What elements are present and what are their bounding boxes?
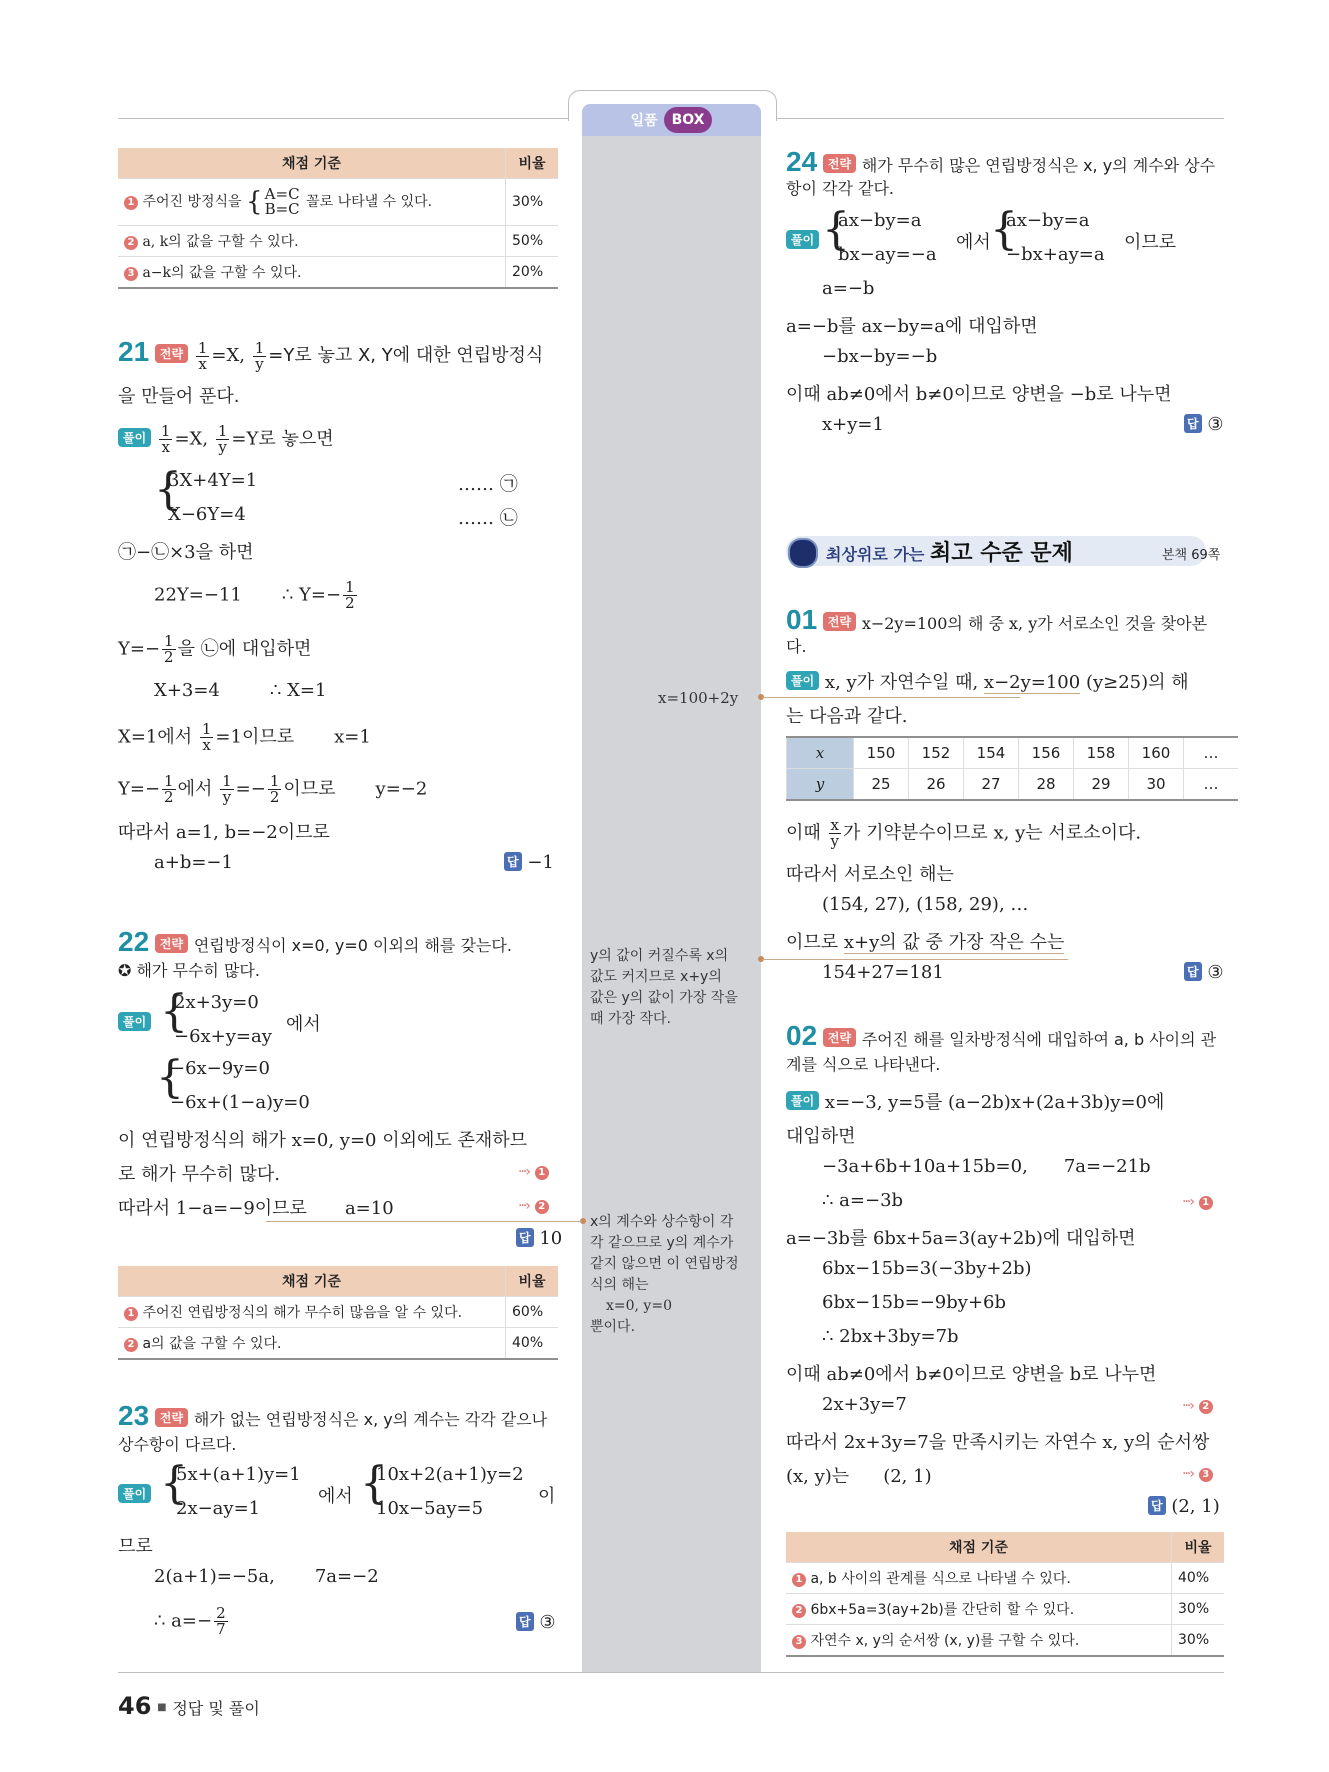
frac-num: 1: [197, 338, 208, 357]
p01-line-1: [786, 668, 1189, 694]
q24-line-5: x+y=1: [822, 414, 884, 435]
q23-mid: 에서: [318, 1486, 353, 1507]
row-text: a의 값을 구할 수 있다.: [142, 1336, 282, 1352]
text: 2(a+1)=−5a,: [154, 1566, 275, 1587]
row-text-post: 꼴로 나타낼 수 있다.: [306, 194, 433, 210]
text: 해가 무수히 많은 연립방정식은 x, y의 계수와 상수: [861, 156, 1216, 175]
q21-eq2: [168, 504, 246, 525]
q21-line-4: [118, 634, 311, 665]
answer: 10: [539, 1228, 563, 1249]
text: a=10: [344, 1198, 394, 1219]
table-cell: 25: [854, 769, 909, 801]
text: 주어진 해를 일차방정식에 대입하여 a, b 사이의 관: [861, 1030, 1217, 1049]
step-marker: 2: [1199, 1400, 1213, 1414]
text: 해가 무수히 많다.: [136, 961, 260, 980]
q21-eq1: [168, 470, 257, 491]
ratio-cell: 30%: [506, 179, 559, 226]
ratio-header: 비율: [506, 1266, 559, 1297]
text: 연립방정식이 x=0, y=0 이외의 해를 갖는다.: [193, 936, 512, 955]
p02-line-4: ∴ a=−3b: [822, 1190, 904, 1211]
step-marker: 2: [124, 236, 138, 250]
q24-sol-tag-wrap: [786, 230, 819, 252]
frac-den: y: [255, 354, 264, 373]
table-cell: 158: [1074, 737, 1129, 769]
q22-e4: −6x+(1−a)y=0: [170, 1092, 310, 1113]
table-cell: 160: [1129, 737, 1184, 769]
note-line: y의 값이 커질수록 x의: [590, 948, 729, 964]
table-row: [786, 1625, 1224, 1657]
q23-answer: [516, 1612, 555, 1633]
p01-line-4: 따라서 서로소인 해는: [786, 864, 954, 885]
table-row: [118, 257, 558, 289]
question-number: 02: [786, 1020, 818, 1051]
p02-line-7: 6bx−15b=−9by+6b: [822, 1292, 1006, 1313]
score-table-1: [118, 148, 558, 289]
text: 7a=−2: [314, 1566, 379, 1587]
criteria-header: 채점 기준: [118, 148, 506, 179]
q21-line-3: [154, 580, 359, 611]
p02-line-6: 6bx−15b=3(−3by+2b): [822, 1258, 1032, 1279]
q22-e1b: 에서: [286, 1014, 321, 1035]
p01-line-5: (154, 27), (158, 29), …: [822, 894, 1029, 915]
q22-answer: [516, 1228, 562, 1249]
text: ∴ Y=−: [281, 584, 342, 606]
ratio-cell: 20%: [506, 257, 559, 289]
frac-num: 1: [164, 772, 174, 790]
text: 이므로: [786, 932, 839, 953]
table-cell: 26: [909, 769, 964, 801]
q22-sol-tag-wrap: [118, 1012, 151, 1034]
underlined-text: x−2y=100: [983, 672, 1081, 693]
q21-line-7: [118, 774, 427, 805]
note-line: x=0, y=0: [606, 1298, 672, 1314]
table-row: 1 주어진 방정식을 { A=C B=C 꼴로 나타낼 수 있다. 30%: [118, 179, 558, 226]
ratio-cell: 30%: [1172, 1625, 1225, 1657]
answer: ③: [539, 1612, 556, 1633]
table-cell: 27: [964, 769, 1019, 801]
answer-tag: 답: [516, 1228, 534, 1247]
table-row: [118, 1297, 558, 1328]
q22-strategy: [118, 926, 512, 958]
connector-line: [266, 1221, 582, 1222]
frac-den: 2: [269, 788, 280, 806]
p02-line-5: a=−3b를 6bx+5a=3(ay+2b)에 대입하면: [786, 1228, 1136, 1249]
step-marker: 1: [124, 1307, 138, 1321]
text: X+3=4: [154, 680, 220, 701]
note-line: 때 가장 작다.: [590, 1011, 671, 1027]
text: 가 기약분수이므로 x, y는 서로소이다.: [842, 822, 1142, 844]
q23-e3: 10x+2(a+1)y=2: [376, 1464, 524, 1485]
q22-step-1: ···› 1: [518, 1160, 549, 1181]
brace-bottom: B=C: [264, 200, 300, 218]
strategy-tag: 전략: [823, 1028, 856, 1047]
p02-answer: [1148, 1496, 1220, 1517]
p01-line-6: [786, 928, 1064, 954]
q24-e2: bx−ay=−a: [838, 244, 937, 265]
q24-line-3: −bx−by=−b: [822, 346, 938, 367]
frac-num: 1: [269, 772, 280, 790]
frac-num: 1: [164, 632, 174, 650]
table-cell: 29: [1074, 769, 1129, 801]
footer-section: 정답 및 풀이: [172, 1699, 260, 1718]
p02-line-9: 이때 ab≠0에서 b≠0이므로 양변을 b로 나누면: [786, 1364, 1157, 1385]
solution-tag: 풀이: [786, 230, 819, 249]
text: ∴ a=−: [154, 1610, 213, 1632]
section-header: [786, 532, 1222, 570]
brace: {: [160, 1458, 188, 1509]
row-text: a−k의 값을 구할 수 있다.: [142, 265, 302, 281]
question-number: 22: [118, 926, 150, 957]
score-table-2: [118, 1266, 558, 1360]
p01-strategy: [786, 604, 1207, 636]
answer-tag: 답: [504, 852, 522, 871]
text: 따라서 1−a=−9이므로: [118, 1198, 307, 1219]
answer-tag: 답: [1184, 962, 1202, 981]
text: Y=−: [118, 638, 161, 660]
table-cell: 156: [1019, 737, 1074, 769]
brace-top: A=C: [264, 185, 300, 203]
brace: {: [822, 204, 850, 255]
q24-line-2: a=−b를 ax−by=a에 대입하면: [786, 316, 1038, 337]
frac-den: 2: [164, 788, 174, 806]
frac-num: 1: [222, 772, 232, 790]
frac-den: 2: [164, 648, 174, 666]
p02-strategy-2: 계를 식으로 나타낸다.: [786, 1055, 941, 1074]
text: =X,: [211, 345, 245, 366]
table-cell: 150: [854, 737, 909, 769]
text: (x, y)는: [786, 1466, 850, 1487]
q22-step-2: ···› 2: [518, 1194, 549, 1215]
bottom-rule: [118, 1672, 1224, 1673]
q21-line-2: ㉠−㉡×3을 하면: [118, 542, 254, 563]
text: =Y로 놓고 X, Y에 대한 연립방정식: [268, 345, 544, 366]
step-marker: 3: [124, 267, 138, 281]
box-badge: BOX: [664, 107, 713, 133]
connector-line: [762, 959, 1068, 960]
q21-sol-line-1: 풀이 $\frac{1}{x}$ =X, $\frac{1}{y}$ =Y로 놓으면: [118, 424, 334, 455]
text: ∴ X=1: [269, 680, 327, 701]
step-marker: 2: [124, 1338, 138, 1352]
text: =1이므로: [215, 726, 295, 748]
q23-strategy-2: 상수항이 다르다.: [118, 1435, 237, 1454]
brace: {: [160, 986, 188, 1037]
frac-num: 1: [345, 578, 355, 596]
table-cell: …: [1184, 737, 1239, 769]
q23-line-1: 므로: [118, 1536, 153, 1557]
frac-num: 1: [254, 338, 265, 357]
page-number: 46: [118, 1692, 152, 1720]
p01-line-3: [786, 818, 1141, 849]
text: (2, 1): [883, 1466, 932, 1487]
answer: −1: [527, 852, 554, 873]
answer-tag: 답: [1148, 1496, 1166, 1515]
p02-step-1: ···› 1: [1182, 1190, 1213, 1211]
table-row: [118, 1328, 558, 1360]
q21-strategy: [118, 336, 543, 372]
section-title: [826, 536, 1073, 567]
question-number: 21: [118, 336, 150, 367]
q22-line-2: 로 해가 무수히 많다.: [118, 1164, 280, 1185]
p02-line-12: [786, 1462, 932, 1488]
text: 이때: [786, 822, 821, 844]
q23-post: 이: [538, 1486, 556, 1507]
step-marker: 2: [792, 1604, 806, 1618]
ratio-header: 비율: [1172, 1532, 1225, 1563]
connector-line: [762, 697, 1020, 698]
strategy-tag: 전략: [823, 154, 856, 173]
p02-line-3: [822, 1156, 1151, 1177]
solution-tag: 풀이: [118, 428, 151, 447]
p02-step-3: ···› 3: [1182, 1462, 1213, 1483]
side-note-2: [590, 946, 756, 1030]
q24-mid: 에서: [956, 232, 991, 253]
text: −3a+6b+10a+15b=0,: [822, 1156, 1028, 1177]
solution-tag: 풀이: [118, 1484, 151, 1503]
q22-strategy-2: [118, 958, 260, 981]
p02-line-8: ∴ 2bx+3by=7b: [822, 1326, 959, 1347]
underlined-text: x+y의 값 중 가장 작은 수는: [843, 932, 1065, 953]
note-line: 각 같으므로 y의 계수가: [590, 1235, 734, 1251]
q23-sol-tag-wrap: [118, 1484, 151, 1506]
text: x=−3, y=5를 (a−2b)x+(2a+3b)y=0에: [824, 1092, 1165, 1113]
q23-e2: 2x−ay=1: [176, 1498, 261, 1519]
note-line: 같지 않으면 이 연립방정: [590, 1256, 739, 1272]
text: y=−2: [375, 778, 428, 800]
q22-line-1: 이 연립방정식의 해가 x=0, y=0 이외에도 존재하므: [118, 1130, 528, 1151]
ratio-cell: 30%: [1172, 1594, 1225, 1625]
answer: (2, 1): [1171, 1496, 1220, 1517]
q21-brace: {: [154, 464, 182, 515]
table-cell: 30: [1129, 769, 1184, 801]
arrow-icon: ✪: [118, 961, 132, 980]
text: =X,: [174, 428, 209, 450]
q24-answer: [1184, 414, 1223, 435]
strategy-tag: 전략: [155, 934, 188, 953]
q24-e1: ax−by=a: [838, 210, 922, 231]
row-text: 주어진 연립방정식의 해가 무수히 많음을 알 수 있다.: [142, 1305, 463, 1321]
ratio-cell: 40%: [506, 1328, 559, 1360]
strategy-tag: 전략: [823, 612, 856, 631]
section-ref: 본책 69쪽: [1162, 548, 1221, 563]
q21-eq2-mark: [458, 504, 518, 530]
strategy-tag: 전략: [155, 1408, 188, 1427]
footer: [118, 1692, 260, 1720]
text: x=1: [334, 726, 371, 748]
p02-line-10: 2x+3y=7: [822, 1394, 907, 1415]
ratio-cell: 60%: [506, 1297, 559, 1328]
text: 을 ㉡에 대입하면: [177, 638, 312, 660]
p02-step-2: ···› 2: [1182, 1394, 1213, 1415]
frac-num: 1: [201, 720, 212, 738]
table-cell: 152: [909, 737, 964, 769]
equation: X−6Y=4: [168, 504, 246, 525]
frac-den: y: [830, 832, 839, 850]
q21-strategy-2: 을 만들어 푼다.: [118, 386, 240, 407]
criteria-header: 채점 기준: [118, 1266, 506, 1297]
q21-eq1-mark: [458, 470, 518, 496]
step-marker: 2: [535, 1200, 549, 1214]
text: 에서: [177, 778, 213, 800]
note-line: 뿐이다.: [590, 1319, 636, 1335]
frac-den: x: [202, 736, 211, 754]
solution-tag: 풀이: [786, 1091, 819, 1110]
dots: ……: [458, 508, 494, 529]
table-cell: …: [1184, 769, 1239, 801]
strategy-tag: 전략: [155, 344, 188, 363]
box-label: 일품: [630, 113, 658, 129]
row-text: 주어진 방정식을: [142, 194, 242, 210]
brace: {: [156, 1052, 184, 1103]
step-marker: 1: [124, 196, 138, 210]
dots: ……: [458, 474, 494, 495]
answer: ③: [1207, 962, 1224, 983]
solution-tag: 풀이: [786, 671, 819, 690]
row-text: 6bx+5a=3(ay+2b)를 간단히 할 수 있다.: [810, 1602, 1075, 1618]
section-big-title: 최고 수준 문제: [930, 541, 1073, 566]
table-cell: 28: [1019, 769, 1074, 801]
frac-den: x: [198, 354, 207, 373]
p01-line-2: 는 다음과 같다.: [786, 706, 908, 727]
row-text: 자연수 x, y의 순서쌍 (x, y)를 구할 수 있다.: [810, 1633, 1080, 1649]
note-line: 식의 해는: [590, 1277, 649, 1293]
section-bullet-icon: [788, 538, 818, 568]
q22-e1: 2x+3y=0: [174, 992, 259, 1013]
brace: {: [360, 1458, 388, 1509]
equation: 3X+4Y=1: [168, 470, 258, 491]
text: =−: [235, 778, 266, 800]
q24-strategy-2: 항이 각각 같다.: [786, 179, 894, 198]
table-row: [786, 1594, 1224, 1625]
criteria-header: 채점 기준: [786, 1532, 1172, 1563]
q23-e4: 10x−5ay=5: [376, 1498, 484, 1519]
q24-line-1: a=−b: [822, 278, 875, 299]
step-marker: 1: [1199, 1196, 1213, 1210]
text: X=1에서: [118, 726, 193, 748]
section-small-title: 최상위로 가는: [826, 545, 925, 564]
table-cell: 154: [964, 737, 1019, 769]
side-note-column: [582, 132, 761, 1672]
text: 22Y=−11: [154, 584, 242, 606]
brace: {: [990, 204, 1018, 255]
ratio-cell: 50%: [506, 226, 559, 257]
q23-line-2: [154, 1566, 379, 1587]
q22-e2: −6x+y=ay: [174, 1026, 272, 1047]
text: Y=−: [118, 778, 161, 800]
q24-e3: ax−by=a: [1006, 210, 1090, 231]
q24-strategy: [786, 146, 1215, 178]
question-number: 23: [118, 1400, 150, 1431]
note-line: x의 계수와 상수항이 각: [590, 1214, 734, 1230]
q22-e3: −6x−9y=0: [170, 1058, 270, 1079]
box-header: [582, 104, 761, 136]
q21-line-6: [118, 722, 371, 753]
q22-line-3: [118, 1194, 394, 1220]
p01-strategy-2: 다.: [786, 637, 807, 656]
eq-label: ㉡: [499, 508, 518, 529]
frac-num: 2: [216, 1604, 226, 1622]
side-note-3: [590, 1212, 756, 1338]
q21-answer: [504, 852, 554, 873]
text: 해가 없는 연립방정식은 x, y의 계수는 각각 같으나: [193, 1410, 548, 1429]
ratio-cell: 40%: [1172, 1563, 1225, 1594]
note-line: 값도 커지므로 x+y의: [590, 969, 722, 985]
p02-line-11: 따라서 2x+3y=7을 만족시키는 자연수 x, y의 순서쌍: [786, 1432, 1210, 1453]
text: =Y로 놓으면: [231, 428, 334, 450]
frac-num: x: [830, 816, 839, 834]
table-row: [118, 226, 558, 257]
side-note-1: x=100+2y: [658, 689, 739, 707]
question-number: 01: [786, 604, 818, 635]
answer-tag: 답: [516, 1612, 534, 1631]
frac-den: 2: [345, 594, 355, 612]
step-marker: 3: [1199, 1468, 1213, 1482]
note-line: 값은 y의 값이 가장 작을: [590, 990, 738, 1006]
step-marker: 1: [535, 1166, 549, 1180]
q24-post: 이므로: [1124, 232, 1177, 253]
text: x, y가 자연수일 때,: [824, 672, 979, 693]
p02-strategy: [786, 1020, 1216, 1052]
p02-line-2: 대입하면: [786, 1126, 856, 1147]
text: x−2y=100의 해 중 x, y가 서로소인 것을 찾아본: [861, 614, 1208, 633]
p01-answer: [1184, 962, 1223, 983]
score-table-3: [786, 1532, 1224, 1657]
q24-e4: −bx+ay=a: [1006, 244, 1105, 265]
text: (y≥25)의 해: [1085, 672, 1189, 693]
p01-line-7: 154+27=181: [822, 962, 944, 983]
text: 이므로: [283, 778, 336, 800]
q21-line-5: [154, 680, 326, 701]
p02-line-1: [786, 1088, 1164, 1114]
eq-label: ㉠: [499, 474, 518, 495]
solution-tag: 풀이: [118, 1012, 151, 1031]
p01-table: [786, 736, 1238, 801]
footer-bullet: ■: [157, 1702, 167, 1713]
answer-tag: 답: [1184, 414, 1202, 433]
q24-line-4: 이때 ab≠0에서 b≠0이므로 양변을 −b로 나누면: [786, 384, 1172, 405]
table-row: [786, 1563, 1224, 1594]
table-header-x: x: [787, 737, 854, 769]
q21-line-9: a+b=−1: [154, 852, 233, 873]
step-marker: 3: [792, 1635, 806, 1649]
ratio-header: 비율: [506, 148, 559, 179]
frac-den: 7: [216, 1620, 226, 1638]
text: 7a=−21b: [1063, 1156, 1151, 1177]
step-marker: 1: [792, 1573, 806, 1587]
q21-line-8: 따라서 a=1, b=−2이므로: [118, 822, 330, 843]
q23-line-3: [154, 1606, 230, 1637]
table-header-y: y: [787, 769, 854, 801]
frac-den: y: [222, 788, 232, 806]
q23-strategy: [118, 1400, 547, 1432]
answer: ③: [1207, 414, 1224, 435]
row-text: a, b 사이의 관계를 식으로 나타낼 수 있다.: [810, 1571, 1071, 1587]
question-number: 24: [786, 146, 818, 177]
row-text: a, k의 값을 구할 수 있다.: [142, 234, 299, 250]
q23-e1: 5x+(a+1)y=1: [176, 1464, 301, 1485]
